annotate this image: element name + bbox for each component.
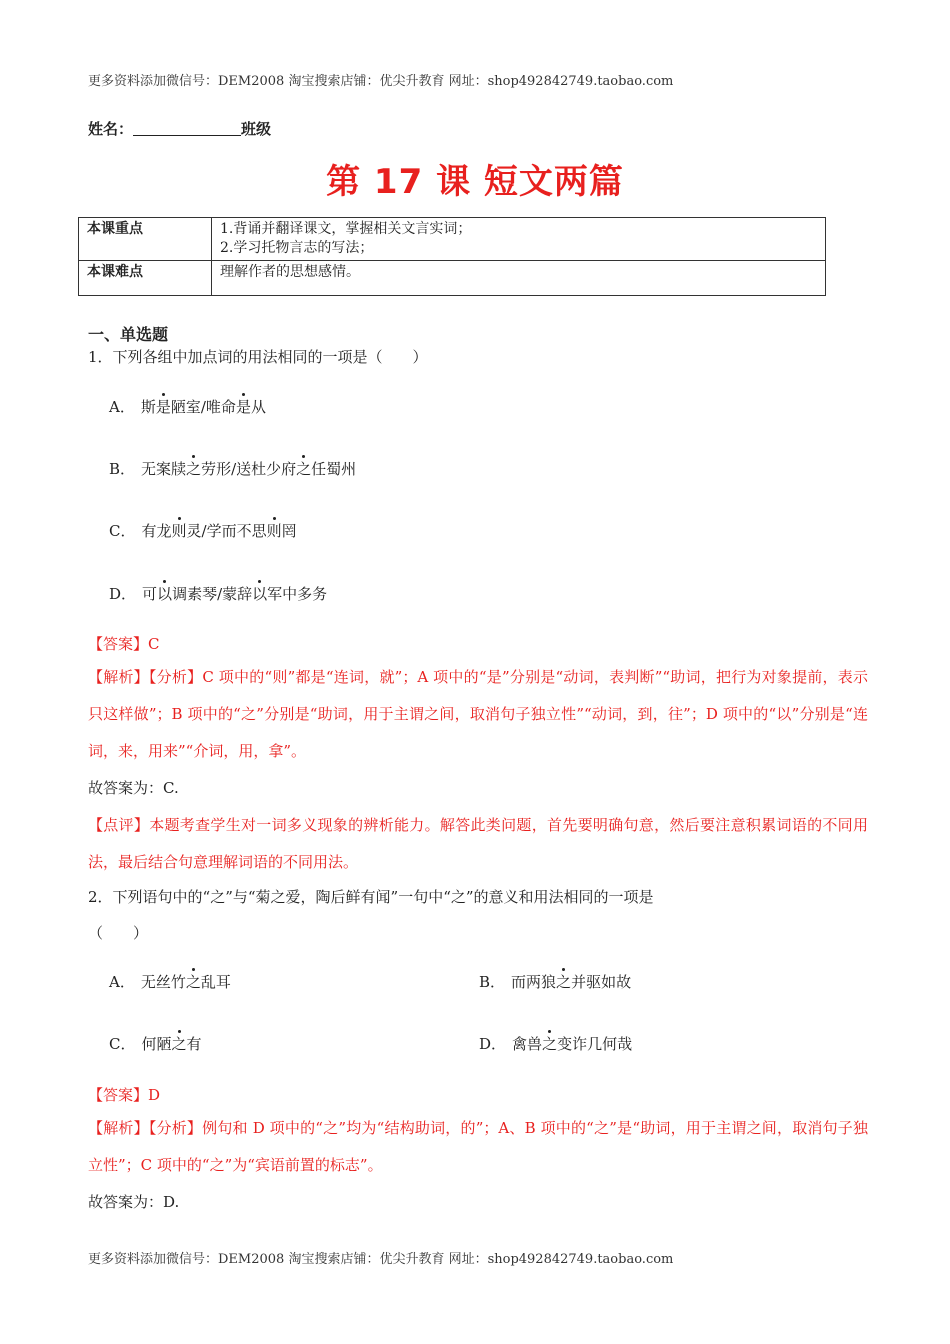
q1-option-d: D． 可以调素琴/蒙辞以军中多务 xyxy=(109,585,328,603)
difficult-points-label: 本课难点 xyxy=(79,261,212,296)
dotted-word: 以 xyxy=(157,585,173,603)
dotted-word: 则 xyxy=(266,522,282,540)
dotted-word: 之 xyxy=(185,973,201,991)
q2-analysis: 【解析】【分析】例句和 D 项中的“之”均为“结构助词，的”；A、B 项中的“之”是“助词，用于主谓之间，取消句子独立性”；C 项中的“之”为“宾语前置的标志”。 xyxy=(88,1119,868,1174)
q1-option-c: C． 有龙则灵/学而不思则罔 xyxy=(109,522,297,540)
page-header: 更多资料添加微信号：DEM2008 淘宝搜索店铺：优尖升教育 网址：shop492842749.taobao.com xyxy=(88,74,674,89)
lesson-title: 第 17 课 短文两篇 xyxy=(326,162,624,202)
key-point-1: 1.背诵并翻译课文，掌握相关文言实词； xyxy=(220,221,472,237)
key-point-2: 2.学习托物言志的写法； xyxy=(220,240,374,256)
q2-conclusion: 故答案为：D. xyxy=(88,1193,180,1211)
q1-stem: 1．下列各组中加点词的用法相同的一项是（ ） xyxy=(88,348,428,366)
q2-stem: 2．下列语句中的“之”与“菊之爱，陶后鲜有闻”一句中“之”的意义和用法相同的一项是 xyxy=(88,888,654,906)
q2-option-d: D． 禽兽之变诈几何哉 xyxy=(479,1035,633,1053)
q1-conclusion: 故答案为：C. xyxy=(88,779,179,797)
q2-option-a: A． 无丝竹之乱耳 xyxy=(109,973,231,991)
dotted-word: 以 xyxy=(252,585,268,603)
name-blank xyxy=(133,121,241,136)
class-label: 班级 xyxy=(241,120,272,138)
name-label: 姓名： xyxy=(88,120,134,138)
dotted-word: 之 xyxy=(296,460,312,478)
q1-comment: 【点评】本题考查学生对一词多义现象的辨析能力。解答此类问题，首先要明确句意，然后要注意积累词语的不同用法，最后结合句意理解词语的不同用法。 xyxy=(88,816,868,871)
q2-option-b: B． 而两狼之并驱如故 xyxy=(479,973,632,991)
dotted-word: 则 xyxy=(171,522,187,540)
dotted-word: 是 xyxy=(155,398,171,416)
dotted-word: 之 xyxy=(186,460,202,478)
q2-option-c: C． 何陋之有 xyxy=(109,1035,202,1053)
lesson-goals-table xyxy=(78,217,826,296)
q1-answer: 【答案】C xyxy=(88,635,160,653)
q1-option-a: A． 斯是陋室/唯命是从 xyxy=(109,398,266,416)
dotted-word: 之 xyxy=(171,1035,187,1053)
q1-analysis: 【解析】【分析】C 项中的“则”都是“连词，就”；A 项中的“是”分别是“动词，表判断”“助词，把行为对象提前，表示只这样做”；B 项中的“之”分别是“助词，用于主谓之间，取消句子独立性”“动词，到，往”；D 项中的“以”分别是“连词，来，用来”“介词，用，拿”。 xyxy=(88,668,868,760)
page-footer: 更多资料添加微信号：DEM2008 淘宝搜索店铺：优尖升教育 网址：shop492842749.taobao.com xyxy=(88,1252,674,1267)
q2-stem-paren: （ ） xyxy=(88,924,149,942)
key-points-content xyxy=(212,218,826,261)
dotted-word: 之 xyxy=(556,973,572,991)
name-class-line xyxy=(88,118,271,139)
key-points-label: 本课重点 xyxy=(79,218,212,261)
q1-option-b: B． 无案牍之劳形/送杜少府之任蜀州 xyxy=(109,460,357,478)
dotted-word: 之 xyxy=(542,1035,558,1053)
section-title: 一、单选题 xyxy=(88,325,169,344)
difficult-points-content: 理解作者的思想感情。 xyxy=(212,261,826,296)
dotted-word: 是 xyxy=(235,398,251,416)
q2-answer: 【答案】D xyxy=(88,1086,161,1104)
